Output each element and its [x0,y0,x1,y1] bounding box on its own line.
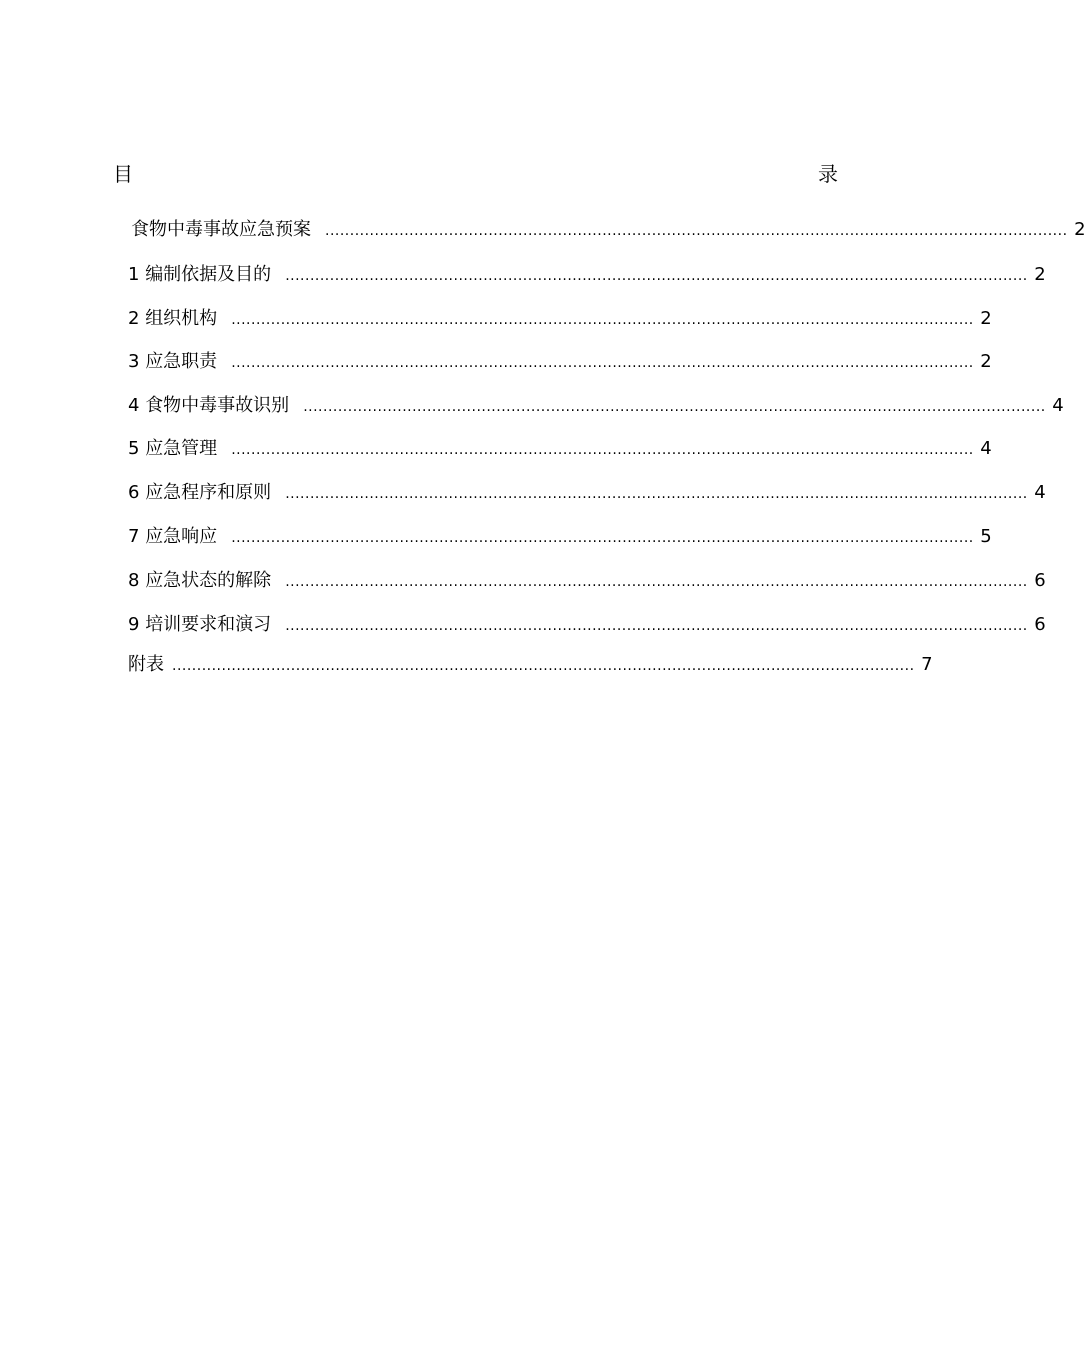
toc-heading [113,158,838,188]
toc-entry-basis-purpose [128,262,1046,288]
toc-entry-procedures [128,480,1046,506]
toc-leader-dots: ...................................................................................................................................................... [231,312,974,328]
toc-entry-training [128,612,1046,638]
toc-entry-text: 应急管理 [145,438,218,459]
toc-entry-text: 附表 [128,654,164,675]
toc-entry-page: 4 [1052,395,1064,416]
toc-entry-page: 4 [1034,482,1046,503]
toc-entry-text: 应急状态的解除 [145,570,272,591]
toc-entry-number: 4 [128,395,146,416]
toc-leader-dots: ...................................................................................................................................................... [231,530,974,546]
toc-entry-text: 应急响应 [145,526,218,547]
toc-entry-number: 1 [128,264,146,285]
toc-entry-release [128,568,1046,594]
toc-entry-number: 8 [128,570,146,591]
toc-entry-text: 培训要求和演习 [145,614,272,635]
toc-entry-number: 5 [128,438,146,459]
toc-entry-responsibilities [128,349,992,375]
toc-entry-number: 6 [128,482,146,503]
toc-leader-dots: ...................................................................................................................................................... [231,355,974,371]
toc-entry-number: 2 [128,308,146,329]
toc-entry-page: 2 [1034,264,1046,285]
toc-entry-management [128,436,992,462]
toc-leader-dots: ...................................................................................................................................................... [285,574,1028,590]
toc-entry-page: 6 [1034,570,1046,591]
toc-leader-dots: ...................................................................................................................................................... [325,223,1068,239]
toc-entry-response [128,524,992,550]
toc-entry-number: 7 [128,526,146,547]
toc-entry-page: 2 [980,308,992,329]
toc-entry-page: 5 [980,526,992,547]
toc-entry-text: 组织机构 [145,308,218,329]
toc-entry-text: 应急职责 [145,351,218,372]
toc-entry-text: 应急程序和原则 [145,482,272,503]
toc-leader-dots: ...................................................................................................................................................... [303,399,1046,415]
toc-entry-page: 4 [980,438,992,459]
toc-entry-number: 9 [128,614,146,635]
toc-entry-identification [128,393,1064,419]
toc-entry-page: 2 [980,351,992,372]
toc-entry-text: 编制依据及目的 [145,264,272,285]
toc-leader-dots: ...................................................................................................................................................... [231,442,974,458]
toc-leader-dots: ...................................................................................................................................................... [285,268,1028,284]
toc-entry-organization [128,306,992,332]
toc-entry-page: 6 [1034,614,1046,635]
toc-leader-dots: ...................................................................................................................................................... [172,658,915,674]
toc-entry-page: 2 [1074,219,1086,240]
toc-entry-emergency-plan [131,217,1086,243]
toc-heading-left: 目 [113,162,133,186]
toc-entry-text: 食物中毒事故应急预案 [131,219,311,240]
toc-heading-right: 录 [818,162,838,186]
toc-entry-appendix [128,652,933,678]
toc-entry-page: 7 [921,654,933,675]
toc-entry-number: 3 [128,351,146,372]
toc-leader-dots: ...................................................................................................................................................... [285,618,1028,634]
toc-leader-dots: ...................................................................................................................................................... [285,486,1028,502]
toc-entry-text: 食物中毒事故识别 [145,395,290,416]
